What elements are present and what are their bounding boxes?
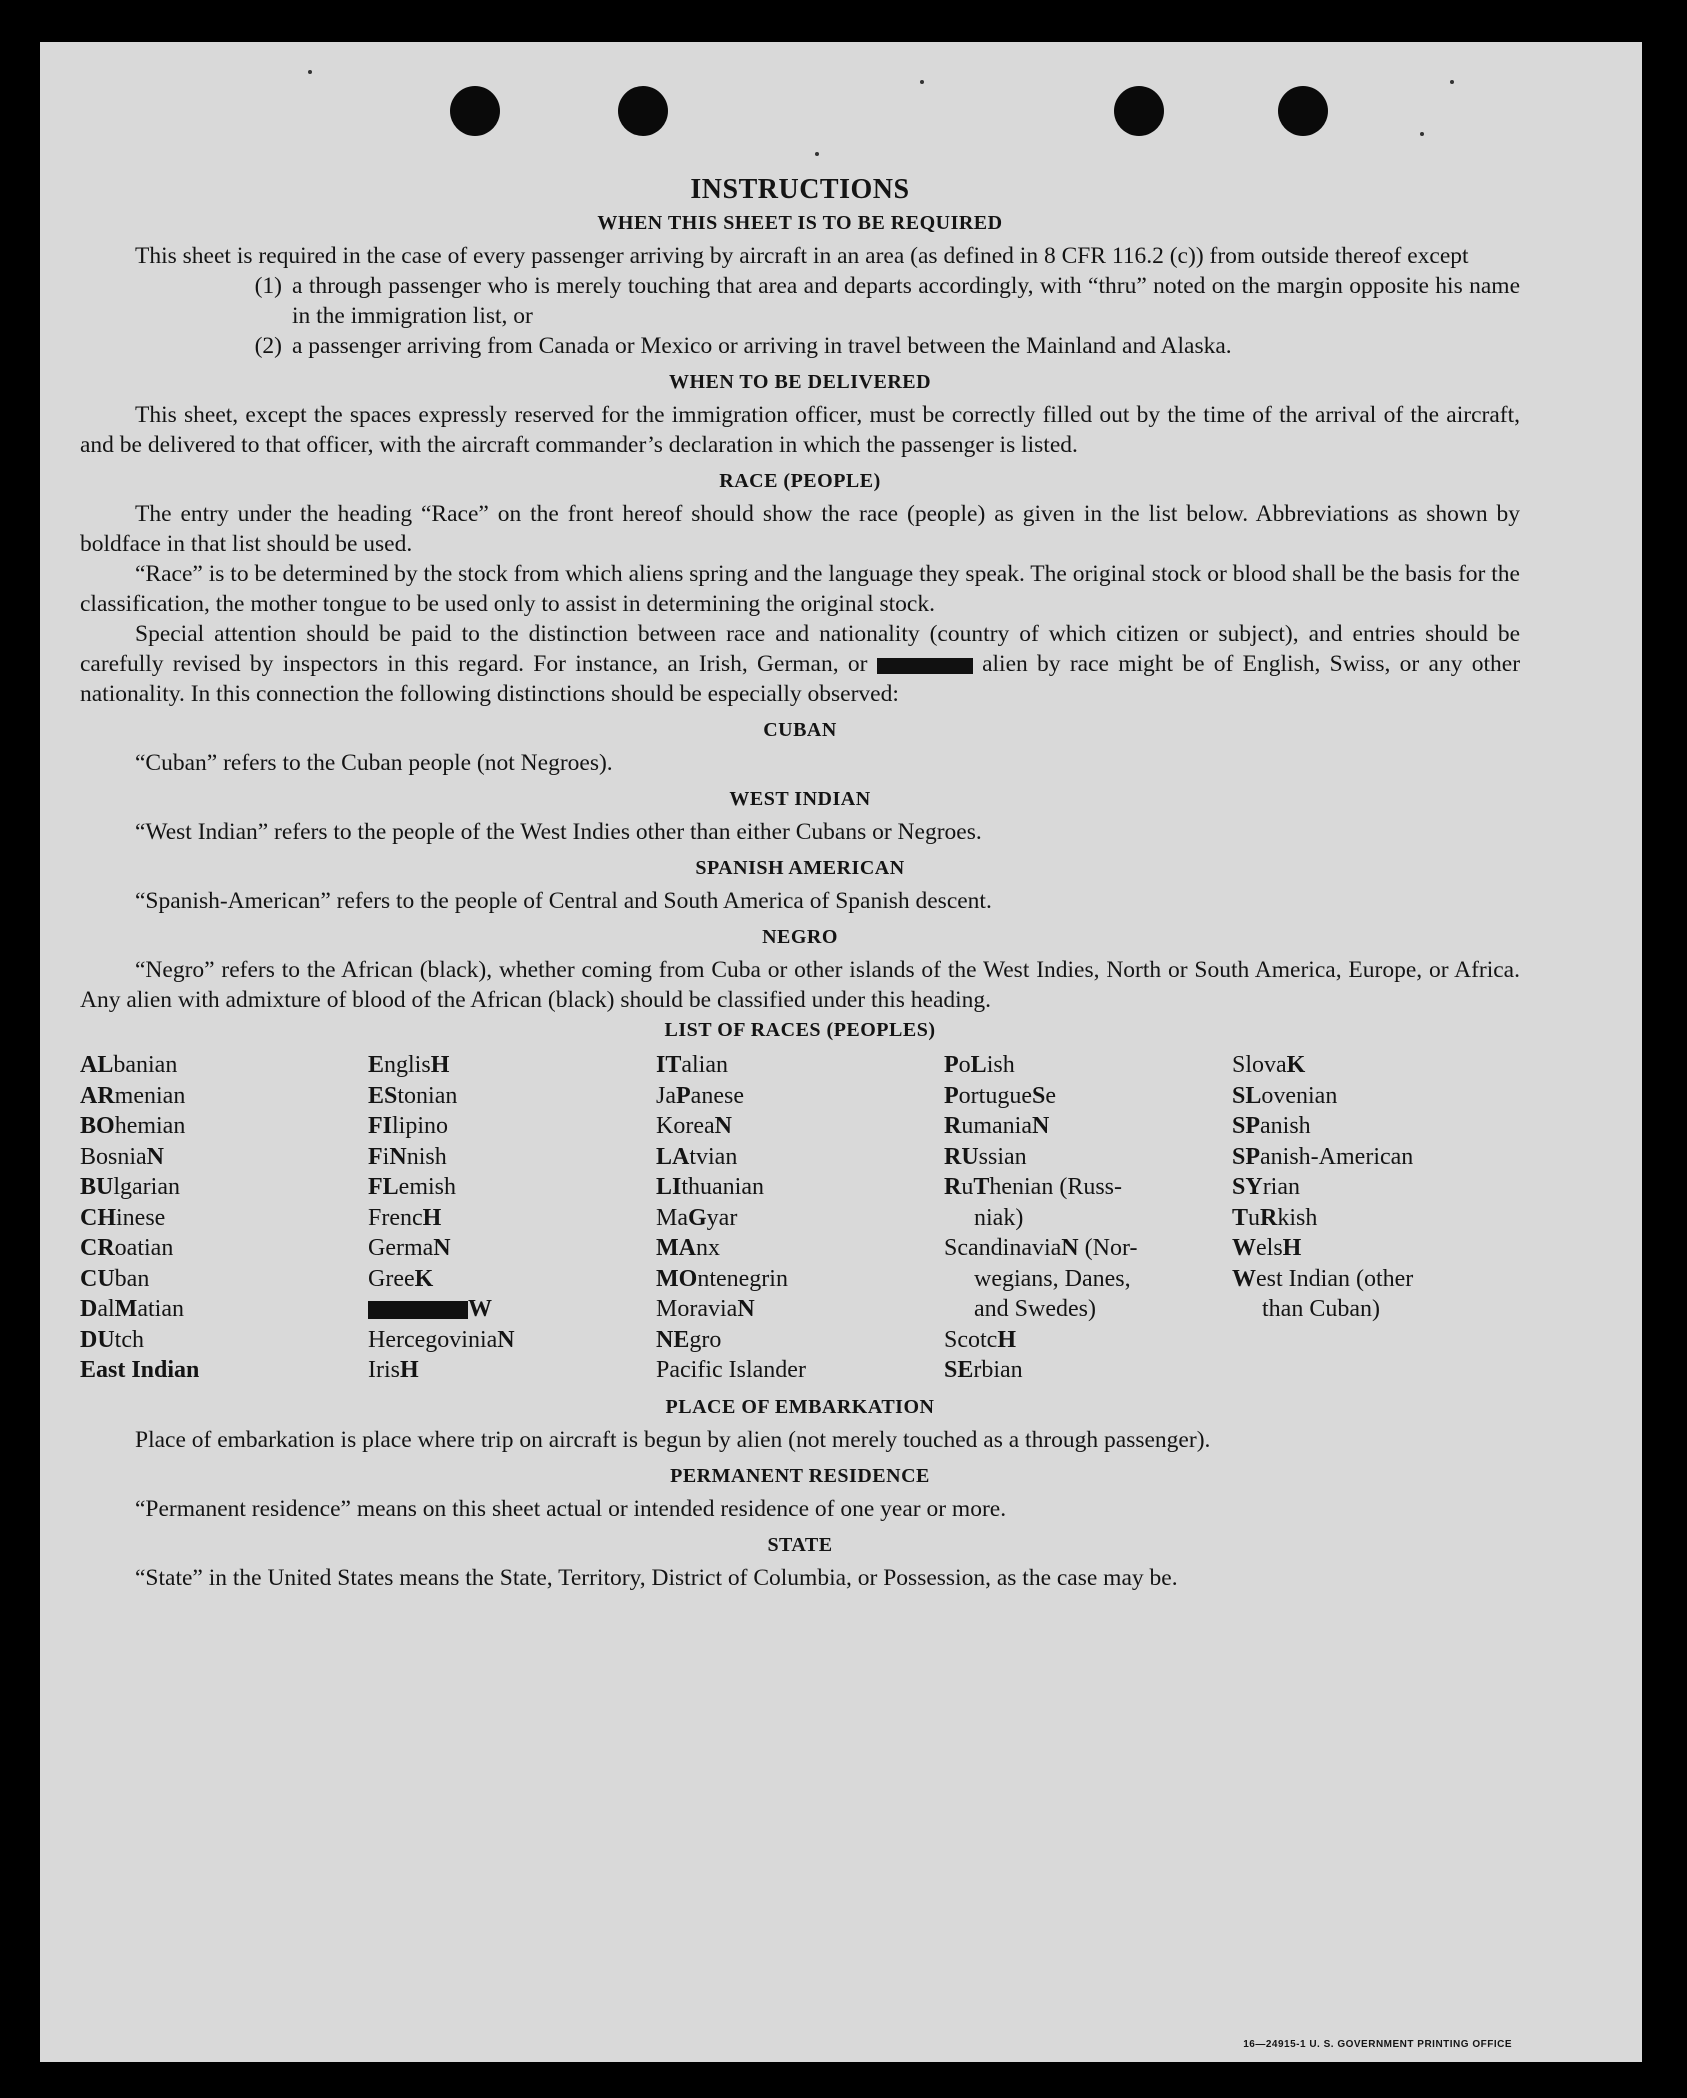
race-entry: PortugueSe	[944, 1082, 1056, 1109]
race-entry: KoreaN	[656, 1113, 732, 1139]
speck	[1420, 132, 1424, 136]
race-entry: GreeK	[368, 1265, 434, 1292]
race-entry: IrisH	[368, 1357, 419, 1383]
section-heading: NEGRO	[762, 926, 838, 948]
redaction-mark	[368, 1301, 468, 1319]
race-column	[368, 1050, 656, 1386]
section-heading: CUBAN	[763, 719, 837, 741]
section-heading: STATE	[767, 1533, 833, 1556]
race-entry: NEgro	[656, 1326, 722, 1353]
race-entry: ScandinaviaN (Nor-	[944, 1235, 1138, 1261]
race-entry: JaPanese	[656, 1082, 744, 1109]
printer-imprint: 16—24915-1 U. S. GOVERNMENT PRINTING OFFICE	[1243, 2039, 1512, 2050]
race-entry: SYrian	[1232, 1174, 1300, 1200]
race-entry: RuThenian (Russ-	[944, 1174, 1123, 1200]
race-entry: EStonian	[368, 1082, 458, 1109]
race-entry: FIlipino	[368, 1113, 449, 1139]
paragraph: The entry under the heading “Race” on the front hereof should show the race (people) as given in the list below. Abbreviations as shown by boldface in that list should be used.	[80, 501, 1520, 557]
race-entry: LIthuanian	[656, 1174, 764, 1200]
paragraph: “Spanish-American” refers to the people of Central and South America of Spanish descent.	[135, 888, 992, 914]
race-entry: BUlgarian	[80, 1174, 180, 1200]
paragraph: “Permanent residence” means on this sheet actual or intended residence of one year or more.	[135, 1495, 1007, 1522]
race-column	[1232, 1050, 1520, 1386]
page-title: INSTRUCTIONS	[690, 174, 910, 205]
race-column	[80, 1050, 368, 1386]
race-entry: niak)	[974, 1204, 1024, 1231]
race-entry: RumaniaN	[944, 1113, 1050, 1139]
race-entry: MOntenegrin	[656, 1265, 788, 1292]
instructions-body	[80, 174, 1520, 1593]
speck	[1450, 80, 1454, 84]
race-entry: FrencH	[368, 1204, 442, 1231]
race-entry: SErbian	[944, 1357, 1023, 1383]
race-entry: ITalian	[656, 1052, 728, 1078]
section-heading: SPANISH AMERICAN	[695, 857, 905, 879]
punch-hole	[1114, 86, 1164, 136]
race-entry: ScotcH	[944, 1326, 1016, 1353]
race-entry: TuRkish	[1232, 1204, 1318, 1231]
redaction-mark	[877, 658, 973, 674]
paragraph: “West Indian” refers to the people of the West Indies other than either Cubans or Negroes.	[135, 819, 982, 845]
race-entry: CRoatian	[80, 1235, 174, 1261]
race-entry: MaGyar	[656, 1204, 738, 1231]
race-entry: EnglisH	[368, 1052, 450, 1078]
race-entry: SPanish	[1232, 1113, 1311, 1139]
section-heading: PERMANENT RESIDENCE	[670, 1464, 930, 1487]
section-heading: WHEN THIS SHEET IS TO BE REQUIRED	[597, 212, 1003, 234]
section-heading: PLACE OF EMBARKATION	[665, 1395, 935, 1418]
speck	[815, 152, 819, 156]
race-list	[80, 1050, 1520, 1386]
section-heading: RACE (PEOPLE)	[719, 470, 881, 492]
race-entry: and Swedes)	[974, 1296, 1096, 1322]
race-entry: DUtch	[80, 1326, 144, 1353]
race-entry: LAtvian	[656, 1143, 738, 1170]
race-entry: HercegoviniaN	[368, 1326, 515, 1353]
race-entry: CUban	[80, 1265, 150, 1292]
race-entry: Pacific Islander	[656, 1357, 806, 1383]
race-entry: ALbanian	[80, 1052, 178, 1078]
race-entry: CHinese	[80, 1204, 166, 1231]
race-entry: West Indian (other	[1232, 1265, 1414, 1292]
paragraph: “Cuban” refers to the Cuban people (not Negroes).	[135, 750, 613, 776]
punch-hole	[1278, 86, 1328, 136]
paragraph: Place of embarkation is place where trip on aircraft is begun by alien (not merely touched as a through passenger).	[135, 1426, 1211, 1453]
race-entry: BosniaN	[80, 1143, 165, 1170]
race-entry: WelsH	[1232, 1235, 1302, 1261]
section-heading: WHEN TO BE DELIVERED	[668, 371, 932, 393]
speck	[308, 70, 312, 74]
race-entry: RUssian	[944, 1143, 1027, 1170]
paragraph: This sheet is required in the case of every passenger arriving by aircraft in an area (as defined in 8 CFR 116.2 (c)) from outside thereof except	[135, 243, 1469, 269]
race-entry: W	[368, 1294, 656, 1325]
race-entry: FLemish	[368, 1174, 456, 1200]
race-column	[944, 1050, 1232, 1386]
paragraph: “Race” is to be determined by the stock from which aliens spring and the language they speak. The original stock or blood shall be the basis for the classification, the mother tongue to be used only to assist in determining the original stock.	[80, 561, 1520, 617]
race-entry: SPanish-American	[1232, 1143, 1414, 1170]
punch-hole	[618, 86, 668, 136]
speck	[920, 80, 924, 84]
section-heading: WEST INDIAN	[729, 788, 871, 810]
race-entry: MoraviaN	[656, 1296, 755, 1322]
race-entry: DalMatian	[80, 1296, 184, 1322]
race-entry: GermaN	[368, 1235, 451, 1261]
race-column	[656, 1050, 944, 1386]
race-entry: East Indian	[80, 1357, 200, 1383]
race-entry: FiNnish	[368, 1143, 447, 1170]
punch-hole	[450, 86, 500, 136]
race-entry: MAnx	[656, 1235, 720, 1261]
race-entry: SLovenian	[1232, 1082, 1338, 1109]
race-entry: than Cuban)	[1262, 1296, 1380, 1322]
document-sheet	[40, 42, 1642, 2062]
race-entry: BOhemian	[80, 1113, 186, 1139]
race-entry: PoLish	[944, 1052, 1015, 1078]
race-entry: ARmenian	[80, 1082, 186, 1109]
paragraph: Special attention should be paid to the distinction between race and nationality (country of which citizen or subject), and entries should be carefully revised by inspectors in this regard. For instance, an Irish, German, or alien by race might be of English, Swiss, or any other nationality. In this connection the following distinctions should be especially observed:	[80, 621, 1521, 707]
race-entry: SlovaK	[1232, 1052, 1306, 1078]
list-item: (2) a passenger arriving from Canada or Mexico or arriving in travel between the Mainland and Alaska.	[254, 333, 1232, 359]
list-item: (1) a through passenger who is merely touching that area and departs accordingly, with “thru” noted on the margin opposite his name in the immigration list, or	[254, 273, 1520, 329]
paragraph: This sheet, except the spaces expressly reserved for the immigration officer, must be correctly filled out by the time of the arrival of the aircraft, and be delivered to that officer, with the aircraft commander’s declaration in which the passenger is listed.	[80, 402, 1520, 458]
section-heading: LIST OF RACES (PEOPLES)	[664, 1019, 936, 1041]
paragraph: “State” in the United States means the State, Territory, District of Columbia, or Possession, as the case may be.	[135, 1564, 1178, 1591]
race-entry: wegians, Danes,	[974, 1265, 1131, 1292]
paragraph: “Negro” refers to the African (black), whether coming from Cuba or other islands of the West Indies, North or South America, Europe, or Africa. Any alien with admixture of blood of the African (black) should be classified under this heading.	[80, 957, 1520, 1013]
